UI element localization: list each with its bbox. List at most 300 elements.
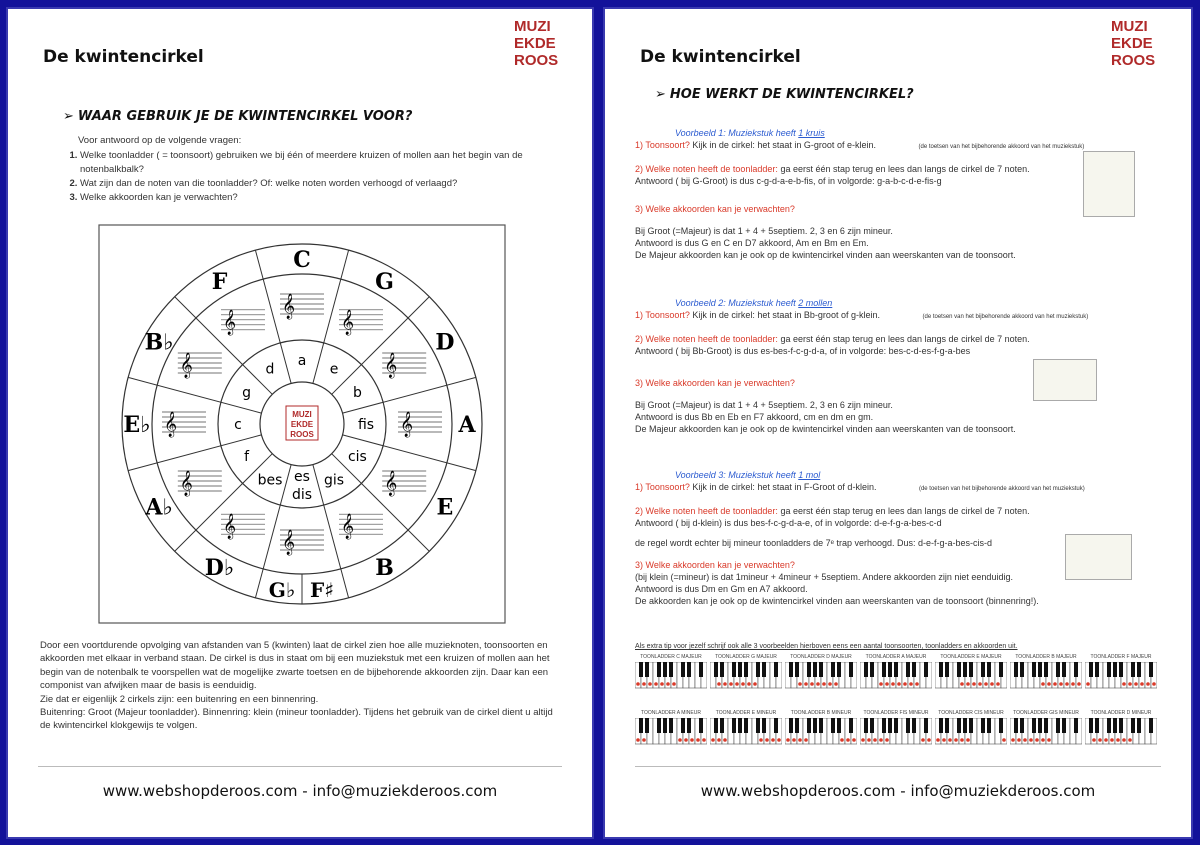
- black-key: [1014, 662, 1018, 677]
- example-q3: 3) Welke akkoorden kan je verwachten?: [635, 560, 795, 570]
- black-key: [1149, 718, 1153, 733]
- scale-note-dot: [798, 682, 802, 686]
- black-key: [1095, 662, 1099, 677]
- black-key: [789, 718, 793, 733]
- black-key: [762, 718, 766, 733]
- example-a2: Antwoord ( bij Bb-Groot) is dus es-bes-f-c-g-d-a, of in volgorde: bes-c-d-es-f-g-a-bes: [635, 346, 971, 356]
- scale-note-dot: [948, 738, 952, 742]
- scale-note-dot: [966, 738, 970, 742]
- example-a3: De Majeur akkoorden kan je ook op de kwintencirkel vinden aan weerskanten van de toonsoort.: [635, 424, 1016, 434]
- black-key: [1137, 662, 1141, 677]
- black-key: [813, 718, 817, 733]
- scale-note-dot: [792, 738, 796, 742]
- scale-note-dot: [765, 738, 769, 742]
- arrow-bullet-icon: ➢: [655, 87, 666, 102]
- example-q3: 3) Welke akkoorden kan je verwachten?: [635, 204, 795, 214]
- question-item: 2. Wat zijn dan de noten van die toonladder? Of: welke noten worden verhoogd of verlaagd?: [80, 177, 580, 191]
- page-left: [6, 7, 594, 839]
- black-key: [957, 662, 961, 677]
- center-logo-text: EKDE: [290, 420, 314, 429]
- arrow-bullet-icon: ➢: [63, 109, 74, 124]
- minor-key-label: c: [234, 417, 242, 433]
- black-key: [645, 662, 649, 677]
- keyboard-caption: TOONLADDER A MINEUR: [641, 710, 701, 716]
- minor-key-label: fis: [357, 417, 375, 433]
- black-key: [906, 662, 910, 677]
- black-key: [756, 662, 760, 677]
- black-key: [849, 718, 853, 733]
- scale-note-dot: [1059, 682, 1063, 686]
- keyboard-diagram: [1085, 654, 1157, 698]
- black-key: [669, 718, 673, 733]
- black-key: [999, 718, 1003, 733]
- black-key: [864, 662, 868, 677]
- black-key: [831, 718, 835, 733]
- scale-note-dot: [846, 738, 850, 742]
- black-key: [924, 662, 928, 677]
- black-key: [1131, 662, 1135, 677]
- black-key: [912, 718, 916, 733]
- scale-note-dot: [636, 738, 640, 742]
- example-a3: De akkoorden kan je ook op de kwintencirkel vinden aan weerskanten van de toonsoort (binnenring!).: [635, 596, 1039, 606]
- black-key: [837, 718, 841, 733]
- scale-note-dot: [711, 738, 715, 742]
- scale-note-dot: [696, 738, 700, 742]
- scale-note-dot: [1140, 682, 1144, 686]
- scale-note-dot: [915, 682, 919, 686]
- keyboard-diagram: [1010, 710, 1082, 754]
- scale-note-dot: [903, 682, 907, 686]
- scale-note-dot: [1116, 738, 1120, 742]
- scale-note-dot: [690, 738, 694, 742]
- black-key: [888, 718, 892, 733]
- scale-note-dot: [990, 682, 994, 686]
- black-key: [744, 662, 748, 677]
- scale-note-dot: [660, 682, 664, 686]
- scale-note-dot: [1071, 682, 1075, 686]
- black-key: [687, 662, 691, 677]
- scale-note-dot: [966, 682, 970, 686]
- scale-note-dot: [921, 738, 925, 742]
- black-key: [1038, 718, 1042, 733]
- example-3: [635, 469, 1135, 607]
- scale-note-dot: [1029, 738, 1033, 742]
- footer-text: www.webshopderoos.com - info@muziekderoos.com: [700, 782, 1096, 800]
- major-key-label: D♭: [204, 554, 235, 581]
- section-heading: ➢ HOE WERKT DE KWINTENCIRKEL?: [655, 87, 914, 102]
- black-key: [819, 718, 823, 733]
- major-key-label: D: [435, 329, 455, 356]
- black-key: [1107, 718, 1111, 733]
- black-key: [882, 662, 886, 677]
- scale-note-dot: [822, 682, 826, 686]
- scale-note-dot: [879, 682, 883, 686]
- scale-note-dot: [1128, 738, 1132, 742]
- keyboard-diagram: [635, 654, 707, 698]
- keyboard-caption: TOONLADDER A MAJEUR: [865, 654, 927, 660]
- example-q2: 2) Welke noten heeft de toonladder: ga eerst één stap terug en lees dan langs de cirkel de 7 noten.: [635, 164, 1030, 174]
- keyboard-diagram: [935, 654, 1007, 698]
- black-key: [1020, 662, 1024, 677]
- minor-key-label: d: [265, 361, 275, 378]
- scale-note-dot: [771, 738, 775, 742]
- scale-note-dot: [1092, 738, 1096, 742]
- scale-note-dot: [1047, 738, 1051, 742]
- scale-note-dot: [873, 738, 877, 742]
- footer-divider: [38, 766, 562, 767]
- section-heading: ➢ WAAR GEBRUIK JE DE KWINTENCIRKEL VOOR?: [63, 109, 413, 124]
- minor-key-label: a: [297, 353, 307, 369]
- black-key: [744, 718, 748, 733]
- scale-note-dot: [1041, 682, 1045, 686]
- black-key: [1113, 662, 1117, 677]
- page-title: De kwintencirkel: [640, 47, 801, 67]
- keyboard-caption: TOONLADDER G MAJEUR: [715, 654, 777, 660]
- example-a2: Antwoord ( bij d-klein) is dus bes-f-c-g-d-a-e, of in volgorde: d-e-f-g-a-bes-c-d: [635, 518, 942, 528]
- scale-note-dot: [810, 682, 814, 686]
- black-key: [819, 662, 823, 677]
- example-label: Voorbeeld 3: Muziekstuk heeft 1 mol: [675, 470, 821, 480]
- black-key: [657, 662, 661, 677]
- black-key: [687, 718, 691, 733]
- black-key: [663, 718, 667, 733]
- minor-key-label: g: [242, 385, 252, 401]
- black-key: [807, 718, 811, 733]
- black-key: [999, 662, 1003, 677]
- scale-note-dot: [1152, 682, 1156, 686]
- keyboard-diagram: [860, 654, 932, 698]
- black-key: [732, 662, 736, 677]
- black-key: [870, 662, 874, 677]
- scale-note-dot: [672, 682, 676, 686]
- black-key: [981, 662, 985, 677]
- keyboard-caption: TOONLADDER D MINEUR: [1090, 710, 1152, 716]
- treble-clef-icon: 𝄞: [400, 412, 414, 437]
- center-logo-text: MUZI: [292, 410, 312, 419]
- black-key: [1119, 662, 1123, 677]
- black-key: [1074, 662, 1078, 677]
- black-key: [1044, 662, 1048, 677]
- minor-key-label: es: [294, 469, 310, 485]
- black-key: [849, 662, 853, 677]
- black-key: [945, 662, 949, 677]
- example-label: Voorbeeld 1: Muziekstuk heeft 1 kruis: [675, 128, 825, 138]
- black-key: [789, 662, 793, 677]
- scale-note-dot: [1134, 682, 1138, 686]
- black-key: [714, 662, 718, 677]
- black-key: [837, 662, 841, 677]
- scale-note-dot: [735, 682, 739, 686]
- scale-note-dot: [1011, 738, 1015, 742]
- scale-note-dot: [861, 738, 865, 742]
- scale-note-dot: [804, 682, 808, 686]
- scale-note-dot: [1053, 682, 1057, 686]
- scale-note-dot: [927, 738, 931, 742]
- page-title: De kwintencirkel: [43, 47, 204, 67]
- body-text: [40, 639, 560, 733]
- example-a3: De Majeur akkoorden kan je ook op de kwintencirkel vinden aan weerskanten van de toonsoort.: [635, 250, 1016, 260]
- keyboard-diagram: [1010, 654, 1082, 698]
- keyboard-caption: TOONLADDER E MAJEUR: [940, 654, 1002, 660]
- black-key: [939, 718, 943, 733]
- black-key: [1074, 718, 1078, 733]
- example-a3: Antwoord is dus Bb en Eb en F7 akkoord, cm en dm en gm.: [635, 412, 874, 422]
- black-key: [981, 718, 985, 733]
- black-key: [1062, 662, 1066, 677]
- black-key: [813, 662, 817, 677]
- keyboard-diagram: [1085, 710, 1157, 754]
- black-key: [681, 662, 685, 677]
- scale-note-dot: [1122, 738, 1126, 742]
- scale-note-dot: [642, 738, 646, 742]
- black-key: [1149, 662, 1153, 677]
- scale-note-dot: [840, 738, 844, 742]
- black-key: [714, 718, 718, 733]
- black-key: [969, 662, 973, 677]
- black-key: [1107, 662, 1111, 677]
- black-key: [738, 662, 742, 677]
- keyboard-diagram: [860, 710, 932, 754]
- scale-note-dot: [654, 682, 658, 686]
- minor-key-label: gis: [323, 472, 345, 489]
- black-key: [663, 662, 667, 677]
- black-key: [987, 662, 991, 677]
- major-key-label: B: [375, 554, 394, 581]
- tip-text: Als extra tip voor jezelf schrijf ook alle 3 voorbeelden hierboven eens een aantal toonsoorten, toonladders en akkoorden uit.: [635, 643, 1018, 650]
- keyboard-caption: TOONLADDER CIS MINEUR: [938, 710, 1004, 716]
- keyboard-caption: TOONLADDER FIS MINEUR: [863, 710, 929, 716]
- black-key: [756, 718, 760, 733]
- black-key: [774, 662, 778, 677]
- scale-note-dot: [1047, 682, 1051, 686]
- black-key: [639, 718, 643, 733]
- scale-note-dot: [1086, 682, 1090, 686]
- black-key: [1137, 718, 1141, 733]
- circle-thumbnail: [1033, 359, 1097, 401]
- scale-note-dot: [909, 682, 913, 686]
- black-key: [957, 718, 961, 733]
- black-key: [1095, 718, 1099, 733]
- scale-note-dot: [828, 682, 832, 686]
- treble-clef-icon: 𝄞: [282, 294, 296, 319]
- black-key: [864, 718, 868, 733]
- scale-note-dot: [684, 738, 688, 742]
- black-key: [1089, 718, 1093, 733]
- black-key: [1032, 718, 1036, 733]
- example-a3: (bij klein (=mineur) is dat 1mineur + 4mineur + 5septiem. Andere akkoorden zijn niet eenduidig.: [635, 572, 1013, 582]
- circle-thumbnail: [1065, 534, 1132, 580]
- black-key: [912, 662, 916, 677]
- scale-note-dot: [1077, 682, 1081, 686]
- scale-note-dot: [798, 738, 802, 742]
- circle-thumbnail: [1083, 151, 1135, 217]
- major-key-label: G♭: [268, 578, 296, 602]
- scale-note-dot: [1065, 682, 1069, 686]
- black-key: [1119, 718, 1123, 733]
- scale-note-dot: [717, 682, 721, 686]
- keyboard-caption: TOONLADDER GIS MINEUR: [1013, 710, 1079, 716]
- logo-line3: ROOS: [514, 52, 559, 69]
- keyboard-caption: TOONLADDER B MAJEUR: [1015, 654, 1077, 660]
- paragraph: Zie dat er eigenlijk 2 cirkels zijn: een buitenring en een binnenring.: [40, 693, 319, 705]
- black-key: [699, 718, 703, 733]
- major-key-label: C: [293, 247, 311, 273]
- logo-line2: EKDE: [514, 35, 556, 52]
- scale-note-dot: [1023, 738, 1027, 742]
- treble-clef-icon: 𝄞: [341, 309, 355, 335]
- scale-note-dot: [1110, 738, 1114, 742]
- example-a2: Antwoord ( bij G-Groot) is dus c-g-d-a-e-b-fis, of in volgorde: g-a-b-c-d-e-fis-g: [635, 176, 942, 186]
- minor-key-label: cis: [347, 449, 367, 465]
- keyboard-diagram: [935, 710, 1007, 754]
- black-key: [699, 662, 703, 677]
- black-key: [939, 662, 943, 677]
- minor-key-label: dis: [291, 487, 313, 503]
- black-key: [963, 662, 967, 677]
- scale-note-dot: [747, 682, 751, 686]
- black-key: [1014, 718, 1018, 733]
- keyboard-caption: TOONLADDER D MAJEUR: [790, 654, 852, 660]
- scale-note-dot: [1104, 738, 1108, 742]
- example-q1: 1) Toonsoort? Kijk in de cirkel: het staat in G-groot of e-klein. (de toetsen van het bijbehorende akkoord van het muziekstuk): [635, 140, 1085, 150]
- treble-clef-icon: 𝄞: [223, 514, 237, 540]
- example-a3: Bij Groot (=Majeur) is dat 1 + 4 + 5septiem. 2, 3 en 6 zijn mineur.: [635, 226, 893, 236]
- scale-note-dot: [666, 682, 670, 686]
- scale-note-dot: [867, 738, 871, 742]
- black-key: [1113, 718, 1117, 733]
- example-label: Voorbeeld 2: Muziekstuk heeft 2 mollen: [675, 298, 833, 308]
- black-key: [657, 718, 661, 733]
- black-key: [894, 718, 898, 733]
- black-key: [1056, 718, 1060, 733]
- black-key: [1044, 718, 1048, 733]
- scale-note-dot: [1128, 682, 1132, 686]
- scale-note-dot: [642, 682, 646, 686]
- example-a3: Bij Groot (=Majeur) is dat 1 + 4 + 5septiem. 2, 3 en 6 zijn mineur.: [635, 400, 893, 410]
- paragraph: Buitenring: Groot (Majeur toonladder). Binnenring: klein (mineur toonladder). Tijdens het gebruik van de cirkel dient u altijd de kwintencirkel klokgewijs te volgen.: [40, 707, 553, 732]
- scale-note-dot: [885, 738, 889, 742]
- keyboard-diagram: [635, 710, 707, 754]
- scale-note-dot: [1122, 682, 1126, 686]
- treble-clef-icon: 𝄞: [164, 412, 178, 437]
- scale-note-dot: [786, 738, 790, 742]
- example-q1: 1) Toonsoort? Kijk in de cirkel: het staat in F-Groot of d-klein. (de toetsen van het bijbehorende akkoord van het muziekstuk): [635, 482, 1085, 492]
- example-q1: 1) Toonsoort? Kijk in de cirkel: het staat in Bb-groot of g-klein. (de toetsen van het bijbehorende akkoord van het muziekstuk): [635, 310, 1089, 320]
- example-q2: 2) Welke noten heeft de toonladder: ga eerst één stap terug en lees dan langs de cirkel de 7 noten.: [635, 334, 1030, 344]
- logo-line3: ROOS: [1111, 52, 1156, 69]
- scale-note-dot: [897, 682, 901, 686]
- black-key: [669, 662, 673, 677]
- logo-line2: EKDE: [1111, 35, 1153, 52]
- paragraph: Door een voortdurende opvolging van afstanden van 5 (kwinten) laat de cirkel zien hoe alle muzieknoten, toonsoorten en akkoorden met elkaar in verband staan. De cirkel is dus in staat om bij een muziekstuk met een kruizen of mollen aan het begin van de notenbalk te voorspellen wat de mogelijke zwarte toetsen en de bijbehorende akkoorden zijn. Daar kan een componist van afwijken maar de basis is eenduidig.: [40, 640, 550, 692]
- scale-note-dot: [777, 738, 781, 742]
- black-key: [888, 662, 892, 677]
- treble-clef-icon: 𝄞: [384, 353, 398, 378]
- major-key-label: G: [375, 269, 394, 296]
- minor-key-label: e: [329, 361, 339, 378]
- keyboard-caption: TOONLADDER F MAJEUR: [1090, 654, 1152, 660]
- scale-note-dot: [879, 738, 883, 742]
- black-key: [1131, 718, 1135, 733]
- scale-note-dot: [1017, 738, 1021, 742]
- scale-note-dot: [1098, 738, 1102, 742]
- scale-note-dot: [936, 738, 940, 742]
- major-key-label: A: [458, 412, 476, 438]
- scale-note-dot: [885, 682, 889, 686]
- question-item: 3. Welke akkoorden kan je verwachten?: [80, 191, 580, 205]
- major-key-label: F: [211, 269, 228, 296]
- page-right: [603, 7, 1193, 839]
- black-key: [963, 718, 967, 733]
- black-key: [882, 718, 886, 733]
- scale-note-dot: [960, 738, 964, 742]
- example-extra: de regel wordt echter bij mineur toonladders de 7ᵉ trap verhoogd. Dus: d-e-f-g-a-bes-cis-d: [635, 538, 993, 548]
- scale-note-dot: [984, 682, 988, 686]
- minor-key-label: bes: [257, 472, 283, 489]
- scale-note-dot: [723, 682, 727, 686]
- black-key: [906, 718, 910, 733]
- black-key: [807, 662, 811, 677]
- black-key: [1056, 662, 1060, 677]
- black-key: [894, 662, 898, 677]
- scale-note-dot: [723, 738, 727, 742]
- black-key: [1032, 662, 1036, 677]
- scale-note-dot: [834, 682, 838, 686]
- scale-note-dot: [759, 738, 763, 742]
- scale-note-dot: [702, 738, 706, 742]
- black-key: [987, 718, 991, 733]
- scale-note-dot: [1146, 682, 1150, 686]
- scale-note-dot: [978, 682, 982, 686]
- keyboard-diagram: [710, 710, 782, 754]
- scale-note-dot: [636, 682, 640, 686]
- keyboard-diagram: [785, 710, 857, 754]
- keyboard-caption: TOONLADDER C MAJEUR: [640, 654, 702, 660]
- scale-note-dot: [891, 682, 895, 686]
- black-key: [945, 718, 949, 733]
- scale-note-dot: [954, 738, 958, 742]
- scale-note-dot: [717, 738, 721, 742]
- scale-note-dot: [852, 738, 856, 742]
- treble-clef-icon: 𝄞: [223, 309, 237, 335]
- scale-note-dot: [1041, 738, 1045, 742]
- scale-note-dot: [648, 682, 652, 686]
- treble-clef-icon: 𝄞: [341, 514, 355, 540]
- black-key: [1089, 662, 1093, 677]
- scale-note-dot: [1002, 738, 1006, 742]
- keyboard-caption: TOONLADDER B MINEUR: [790, 710, 852, 716]
- scale-note-dot: [729, 682, 733, 686]
- black-key: [969, 718, 973, 733]
- minor-key-label: f: [244, 449, 250, 465]
- center-logo-text: ROOS: [290, 430, 314, 439]
- black-key: [1020, 718, 1024, 733]
- keyboard-caption: TOONLADDER E MINEUR: [715, 710, 777, 716]
- major-key-label: A♭: [145, 494, 173, 521]
- scale-note-dot: [996, 682, 1000, 686]
- black-key: [645, 718, 649, 733]
- black-key: [795, 718, 799, 733]
- example-a3: Antwoord is dus Dm en Gm en A7 akkoord.: [635, 584, 808, 594]
- minor-key-label: b: [352, 385, 362, 401]
- black-key: [738, 718, 742, 733]
- example-a3: Antwoord is dus G en C en D7 akkoord, Am en Bm en Em.: [635, 238, 869, 248]
- keyboard-diagram: [710, 654, 782, 698]
- major-key-label: E: [436, 494, 454, 521]
- black-key: [1062, 718, 1066, 733]
- scale-note-dot: [816, 682, 820, 686]
- scale-note-dot: [753, 682, 757, 686]
